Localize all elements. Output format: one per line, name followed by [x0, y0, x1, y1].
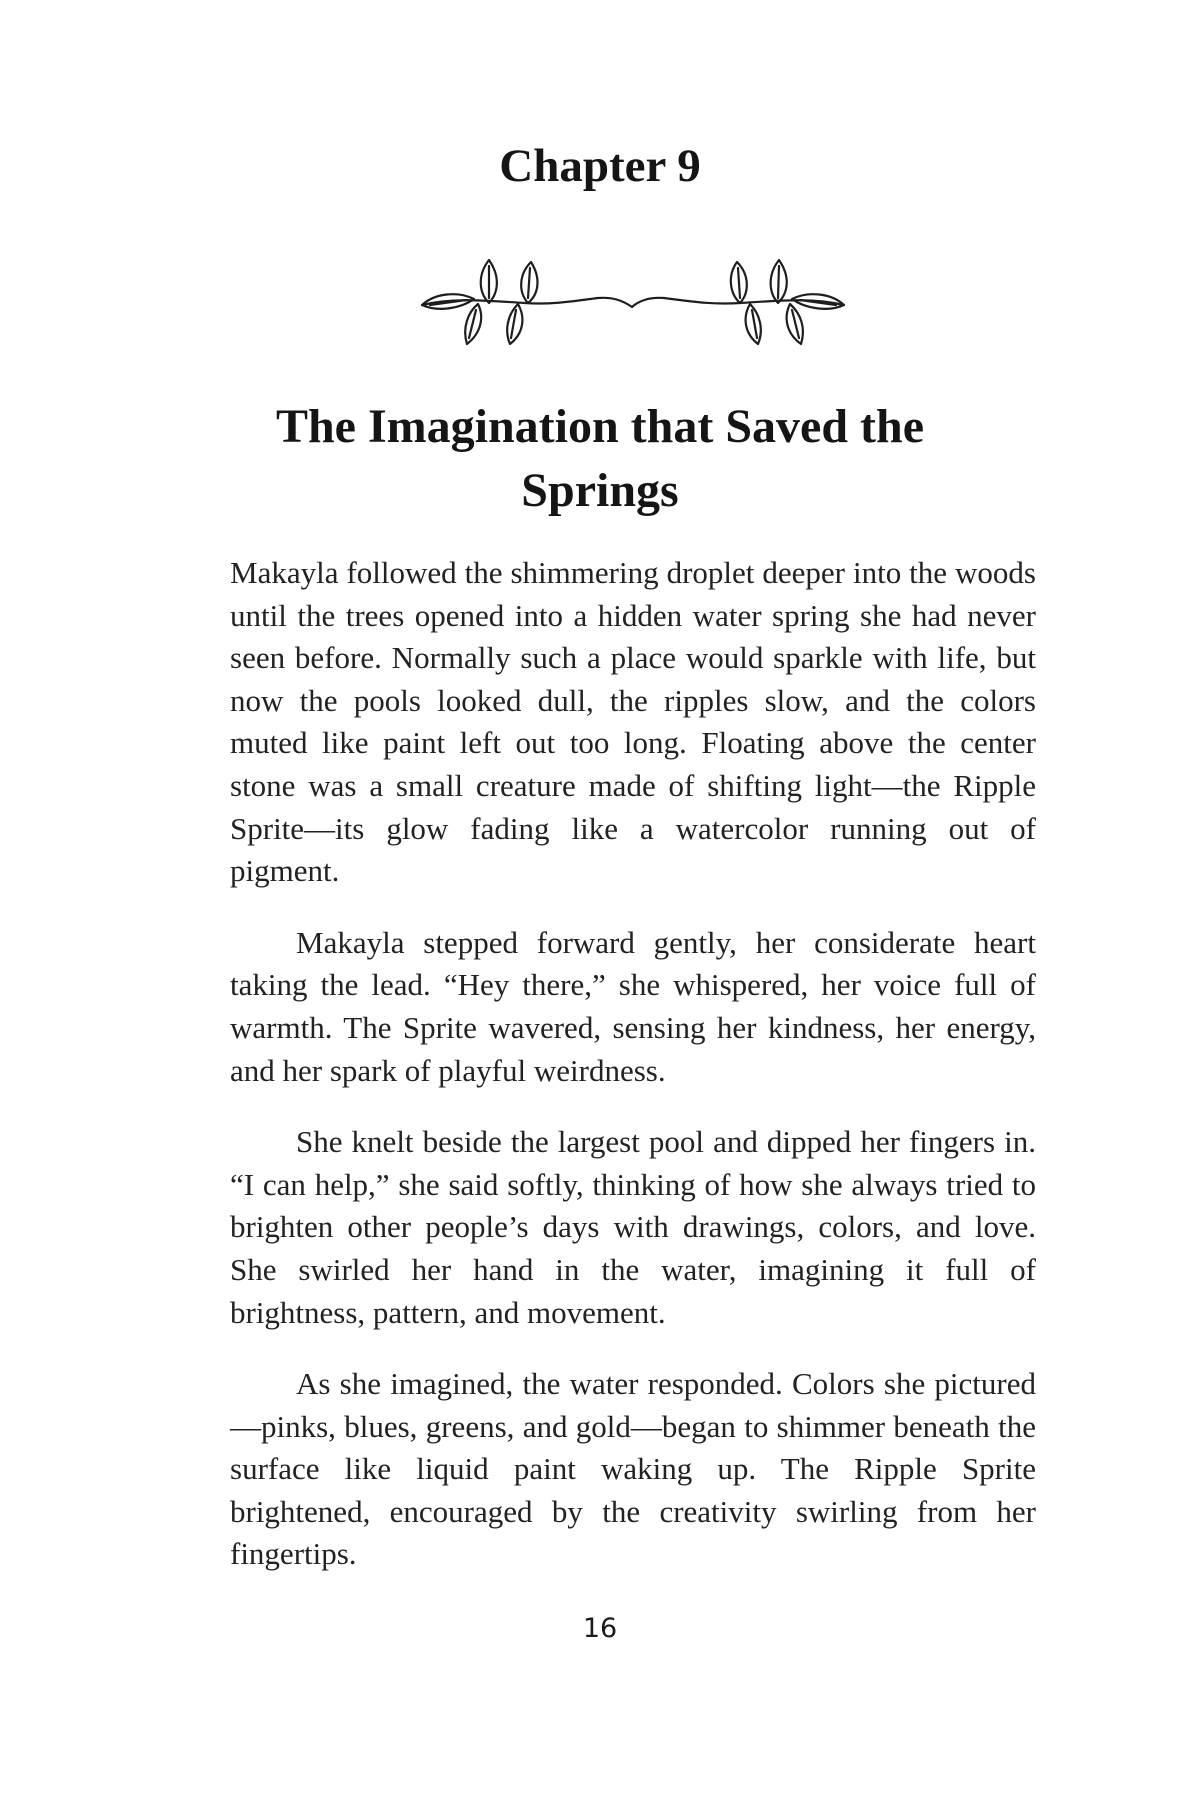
chapter-title: The Imagination that Saved the Springs [275, 400, 925, 517]
paragraph-3: She knelt beside the largest pool and dipped her fingers in. “I can help,” she said softly, thinking of how she always tried to brighten other people’s days with drawings, colors, and love. She swirled her hand in the water, imagining it full of brightness, pattern, and movement. [230, 1124, 1036, 1330]
page-number: 16 [582, 1613, 618, 1644]
leaf-vine-divider-icon [400, 254, 870, 360]
paragraph-2: Makayla stepped forward gently, her considerate heart taking the lead. “Hey there,” she whispered, her voice full of warmth. The Sprite wavered, sensing her kindness, her energy, and her spark of playful weirdness. [230, 924, 1036, 1088]
paragraph-1: Makayla followed the shimmering droplet deeper into the woods until the trees opened into a hidden water spring she had never seen before. Normally such a place would sparkle with life, but now the pools looked dull, the ripples slow, and the colors muted like paint left out too long. Floating above the center stone was a small creature made of shifting light—the Ripple Sprite—its glow fading like a watercolor running out of pigment. [230, 555, 1036, 889]
paragraph-4: As she imagined, the water responded. Colors she pictured—pinks, blues, greens, and gold—began to shimmer beneath the surface like liquid paint waking up. The Ripple Sprite brightened, encouraged by the creativity swirling from her fingertips. [230, 1366, 1036, 1572]
chapter-body [230, 552, 1036, 1605]
chapter-heading: Chapter 9 [499, 140, 701, 192]
